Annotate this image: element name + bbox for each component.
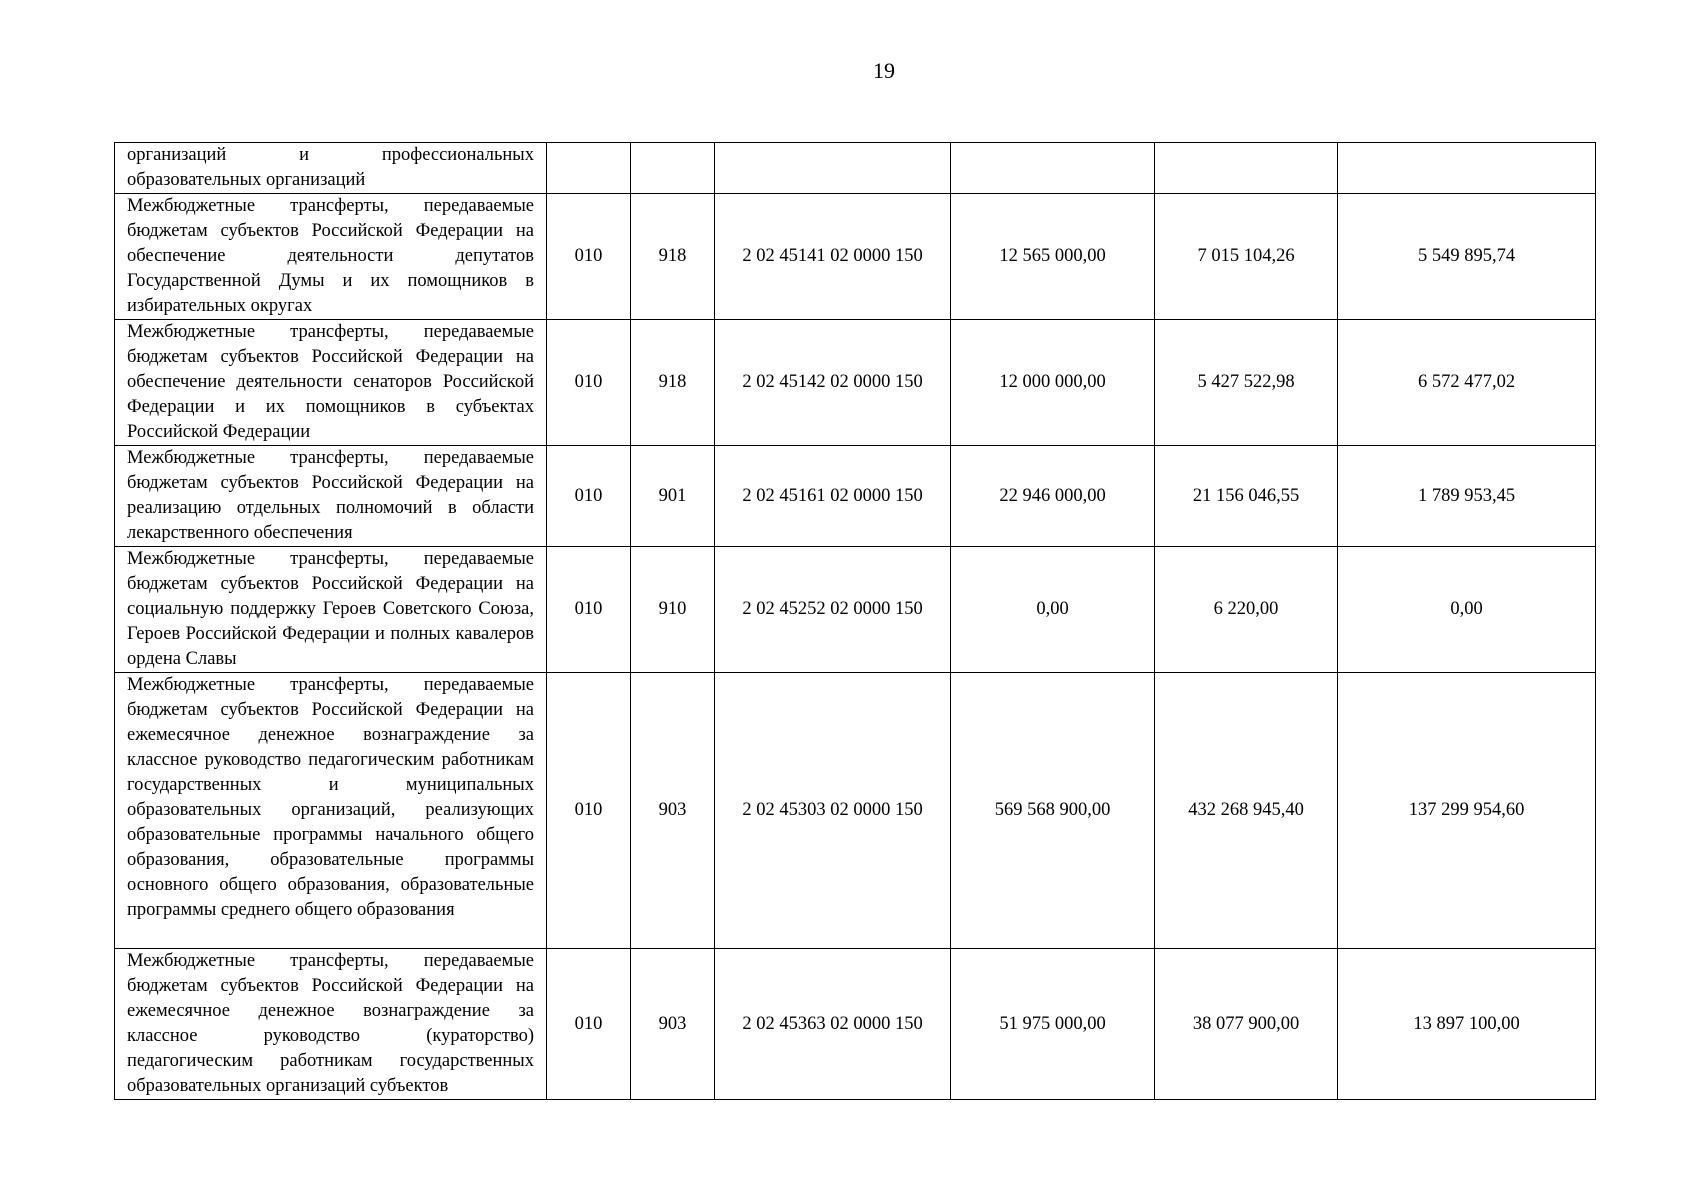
row-plan-amount: 22 946 000,00 [951, 446, 1155, 547]
row-description: Межбюджетные трансферты, передаваемые бюджетам субъектов Российской Федерации на реализацию отдельных полномочий в области лекарственного обеспечения [115, 446, 547, 547]
row-grbs-code [631, 143, 715, 194]
row-admin-code [547, 143, 631, 194]
row-grbs-code: 910 [631, 547, 715, 673]
budget-table [114, 142, 1596, 1100]
row-admin-code: 010 [547, 446, 631, 547]
row-remaining-amount [1338, 143, 1596, 194]
table-row [115, 446, 1596, 547]
row-executed-amount: 21 156 046,55 [1155, 446, 1338, 547]
row-remaining-amount: 13 897 100,00 [1338, 949, 1596, 1100]
table-row [115, 949, 1596, 1100]
row-kbk-code: 2 02 45303 02 0000 150 [715, 673, 951, 949]
row-description: Межбюджетные трансферты, передаваемые бюджетам субъектов Российской Федерации на ежемесячное денежное вознаграждение за классное руководство педагогическим работникам государственных и муниципальных образовательных организаций, реализующих образовательные программы начального общего образования, образовательные программы основного общего образования, образовательные программы среднего общего образования [115, 673, 547, 949]
row-executed-amount: 38 077 900,00 [1155, 949, 1338, 1100]
table-row [115, 547, 1596, 673]
row-description: Межбюджетные трансферты, передаваемые бюджетам субъектов Российской Федерации на социальную поддержку Героев Советского Союза, Героев Российской Федерации и полных кавалеров ордена Славы [115, 547, 547, 673]
row-remaining-amount: 6 572 477,02 [1338, 320, 1596, 446]
row-executed-amount: 432 268 945,40 [1155, 673, 1338, 949]
row-admin-code: 010 [547, 673, 631, 949]
row-kbk-code: 2 02 45141 02 0000 150 [715, 194, 951, 320]
row-admin-code: 010 [547, 320, 631, 446]
row-executed-amount [1155, 143, 1338, 194]
row-executed-amount: 5 427 522,98 [1155, 320, 1338, 446]
row-remaining-amount: 1 789 953,45 [1338, 446, 1596, 547]
table-row [115, 194, 1596, 320]
row-description: организаций и профессиональных образовательных организаций [115, 143, 547, 194]
table-row [115, 320, 1596, 446]
row-grbs-code: 918 [631, 194, 715, 320]
row-description: Межбюджетные трансферты, передаваемые бюджетам субъектов Российской Федерации на обеспечение деятельности сенаторов Российской Федерации и их помощников в субъектах Российской Федерации [115, 320, 547, 446]
row-plan-amount: 0,00 [951, 547, 1155, 673]
row-grbs-code: 918 [631, 320, 715, 446]
row-kbk-code: 2 02 45142 02 0000 150 [715, 320, 951, 446]
row-remaining-amount: 5 549 895,74 [1338, 194, 1596, 320]
page-number: 19 [873, 58, 895, 83]
row-admin-code: 010 [547, 194, 631, 320]
row-admin-code: 010 [547, 949, 631, 1100]
row-plan-amount: 12 565 000,00 [951, 194, 1155, 320]
row-plan-amount: 569 568 900,00 [951, 673, 1155, 949]
row-plan-amount: 51 975 000,00 [951, 949, 1155, 1100]
row-kbk-code [715, 143, 951, 194]
row-kbk-code: 2 02 45252 02 0000 150 [715, 547, 951, 673]
row-description: Межбюджетные трансферты, передаваемые бюджетам субъектов Российской Федерации на обеспечение деятельности депутатов Государственной Думы и их помощников в избирательных округах [115, 194, 547, 320]
row-kbk-code: 2 02 45161 02 0000 150 [715, 446, 951, 547]
row-executed-amount: 7 015 104,26 [1155, 194, 1338, 320]
row-kbk-code: 2 02 45363 02 0000 150 [715, 949, 951, 1100]
row-description: Межбюджетные трансферты, передаваемые бюджетам субъектов Российской Федерации на ежемесячное денежное вознаграждение за классное руководство (кураторство) педагогическим работникам государственных образовательных организаций субъектов [115, 949, 547, 1100]
row-grbs-code: 901 [631, 446, 715, 547]
row-remaining-amount: 0,00 [1338, 547, 1596, 673]
table-row [115, 673, 1596, 949]
row-grbs-code: 903 [631, 949, 715, 1100]
row-remaining-amount: 137 299 954,60 [1338, 673, 1596, 949]
row-grbs-code: 903 [631, 673, 715, 949]
row-admin-code: 010 [547, 547, 631, 673]
row-plan-amount [951, 143, 1155, 194]
table-row [115, 143, 1596, 194]
row-executed-amount: 6 220,00 [1155, 547, 1338, 673]
row-plan-amount: 12 000 000,00 [951, 320, 1155, 446]
